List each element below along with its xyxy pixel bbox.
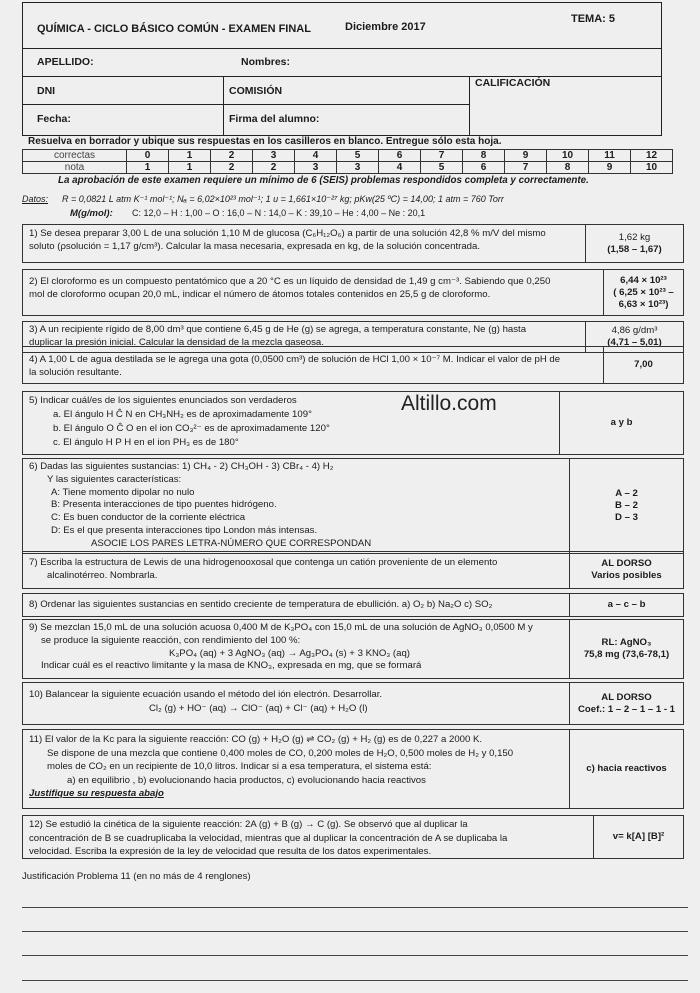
grade-cell: 11: [589, 150, 631, 162]
answer-text: 1,62 kg: [618, 231, 651, 243]
question-text: 4) A 1,00 L de agua destilada se le agrega una gota (0,0500 cm³) de solución de HCl 1,00 × 10⁻⁷ M. Indicar el valor de pH de: [29, 354, 561, 365]
question-text: 5) Indicar cuál/es de los siguientes enunciados son verdaderos: [29, 395, 297, 406]
justification-label: Justificación Problema 11 (en no más de 4 renglones): [22, 871, 251, 882]
datos-line1: R = 0,0821 L atm K⁻¹ mol⁻¹; Nₐ = 6,02×10²³ mol⁻¹; 1 u = 1,661×10⁻²⁷ kg; pKw(25 ºC) = 14,00; 1 atm = 760 Torr: [62, 194, 504, 204]
answer-text: 75,8 mg (73,6-78,1): [583, 649, 670, 660]
answer-text: (1,58 – 1,67): [607, 243, 662, 255]
question-text: concentración de B se cuadruplicaba la velocidad, mientras que al duplicar la concentración de A se duplicaba la: [29, 832, 508, 844]
answer-text: c) hacia reactivos: [586, 763, 667, 774]
firma-field[interactable]: Firma del alumno:: [229, 113, 320, 125]
answer-box[interactable]: [569, 459, 683, 553]
grade-cell: 2: [211, 150, 253, 162]
question-text: la solución resultante.: [29, 366, 122, 378]
question-12: [22, 815, 684, 859]
grade-cell: 4: [379, 162, 421, 174]
question-text: 8) Ordenar las siguientes sustancias en sentido creciente de temperatura de ebullición. a) O₂ b) Na₂O c) SO₂: [29, 599, 493, 610]
answer-text: 4,86 g/dm³: [611, 325, 658, 336]
dni-field[interactable]: DNI: [37, 85, 56, 97]
apellido-field[interactable]: APELLIDO:: [37, 56, 94, 68]
approval-note: La aprobación de este examen requiere un mínimo de 6 (SEIS) problemas respondidos completa y correctamente.: [58, 175, 589, 186]
grade-cell: 4: [295, 150, 337, 162]
question-text: B: Presenta interacciones de tipo puentes hidrógeno.: [51, 499, 277, 511]
justification-line[interactable]: [22, 931, 688, 932]
answer-box[interactable]: [569, 683, 683, 724]
question-text: se produce la siguiente reacción, con rendimiento del 100 %:: [41, 634, 301, 646]
answer-text: 6,44 × 10²³: [620, 274, 667, 286]
question-text: K₃PO₄ (aq) + 3 AgNO₃ (aq) → Ag₃PO₄ (s) + 3 KNO₃ (aq): [169, 647, 410, 659]
grade-cell: 3: [253, 150, 295, 162]
answer-box[interactable]: [603, 270, 683, 315]
answer-text: (4,71 – 5,01): [607, 337, 662, 348]
grade-cell: 1: [169, 150, 211, 162]
answer-box[interactable]: [585, 225, 683, 262]
tema-label: TEMA: 5: [571, 13, 615, 25]
answer-text: Coef.: 1 – 2 – 1 – 1 - 1: [577, 703, 676, 715]
question-text: velocidad. Escriba la expresión de la ley de velocidad que resulta de los datos experimentales.: [29, 846, 432, 857]
question-9: [22, 619, 684, 679]
exam-title: QUÍMICA - CICLO BÁSICO COMÚN - EXAMEN FINAL: [37, 23, 311, 35]
question-2: [22, 269, 684, 316]
justification-line[interactable]: [22, 907, 688, 908]
question-text: Y las siguientes características:: [47, 473, 182, 485]
question-text: moles de CO₂ en un recipiente de 10,0 litros. Indicar si a esa temperatura, el sistema está:: [47, 761, 432, 772]
question-text: C: Es buen conductor de la corriente eléctrica: [51, 512, 246, 524]
answer-box[interactable]: [569, 620, 683, 678]
answer-box[interactable]: [569, 730, 683, 808]
grade-cell: 3: [295, 162, 337, 174]
question-5: [22, 391, 684, 455]
grade-cell: 3: [337, 162, 379, 174]
grade-row-label: correctas: [23, 150, 127, 162]
grade-cell: 10: [547, 150, 589, 162]
grade-cell: 6: [463, 162, 505, 174]
question-text: ASOCIE LOS PARES LETRA-NÚMERO QUE CORRESPONDAN: [91, 537, 372, 549]
answer-box[interactable]: [569, 552, 683, 588]
grade-cell: 0: [127, 150, 169, 162]
question-text: 2) El cloroformo es un compuesto pentatómico que a 20 °C es un líquido de densidad de 1,49 g cm⁻³. Sabiendo que 0,250: [29, 276, 551, 287]
answer-text: v= k[A] [B]²: [612, 831, 665, 842]
grade-cell: 8: [547, 162, 589, 174]
answer-text: AL DORSO: [601, 691, 652, 703]
datos-line2: C: 12,0 – H : 1,00 – O : 16,0 – N : 14,0 – K : 39,10 – He : 4,00 – Ne : 20,1: [132, 208, 426, 218]
answer-text: Varios posibles: [591, 570, 662, 581]
answer-text: a – c – b: [607, 599, 646, 610]
header-box: [22, 2, 662, 136]
datos-mlabel: M(g/mol):: [70, 208, 113, 219]
answer-text: ( 6,25 × 10²³ –: [613, 286, 674, 298]
answer-text: D – 3: [615, 512, 638, 523]
question-text: a) en equilibrio , b) evolucionando hacia productos, c) evolucionando hacia reactivos: [67, 774, 426, 786]
question-text: 12) Se estudió la cinética de la siguiente reacción: 2A (g) + B (g) → C (g). Se observó que al duplicar la: [29, 819, 468, 830]
nombres-field[interactable]: Nombres:: [241, 56, 291, 68]
fecha-field[interactable]: Fecha:: [37, 113, 71, 125]
exam-date: Diciembre 2017: [345, 21, 426, 33]
grade-cell: 10: [631, 162, 673, 174]
answer-text: a y b: [610, 417, 633, 428]
calificacion-field: CALIFICACIÓN: [475, 77, 551, 89]
question-text: 3) A un recipiente rígido de 8,00 dm³ que contiene 6,45 g de He (g) se agrega, a temperatura constante, Ne (g) hasta: [29, 324, 527, 335]
grade-cell: 5: [421, 162, 463, 174]
answer-box[interactable]: [559, 392, 683, 454]
question-text: 9) Se mezclan 15,0 mL de una solución acuosa 0,400 M de K₃PO₄ con 15,0 mL de una solución de AgNO₃ 0,0500 M y: [29, 622, 533, 633]
question-text: c. El ángulo H P H en el ion PH₃ es de 180°: [53, 437, 239, 448]
grade-cell: 8: [463, 150, 505, 162]
question-10: [22, 682, 684, 725]
grade-row-nota: [23, 162, 673, 174]
question-text: mol de cloroformo ocupan 20,0 mL, indicar el número de átomos totales contenidos en 25,5 g de cloroformo.: [29, 288, 491, 300]
question-text: alcalinotérreo. Nombrarla.: [47, 569, 158, 581]
grade-cell: 9: [589, 162, 631, 174]
question-6: [22, 458, 684, 554]
answer-box[interactable]: [569, 594, 683, 616]
grade-cell: 6: [379, 150, 421, 162]
question-text: D: Es el que presenta interacciones tipo London más intensas.: [51, 524, 318, 536]
answer-text: AL DORSO: [601, 558, 652, 569]
answer-text: A – 2: [615, 488, 638, 499]
grade-table: [22, 149, 673, 174]
comision-field[interactable]: COMISIÓN: [229, 85, 283, 97]
question-text: 10) Balancear la siguiente ecuación usando el método del ión electrón. Desarrollar.: [29, 689, 383, 700]
instructions: Resuelva en borrador y ubique sus respuestas en los casilleros en blanco. Entregue sólo esta hoja.: [28, 136, 502, 147]
question-8: [22, 593, 684, 617]
question-text: Justifique su respuesta abajo: [29, 788, 164, 799]
question-7: [22, 551, 684, 589]
watermark: Altillo.com: [401, 392, 497, 415]
answer-text: B – 2: [615, 500, 638, 511]
question-text: 6) Dadas las siguientes sustancias: 1) CH₄ - 2) CH₃OH - 3) CBr₄ - 4) H₂: [29, 461, 334, 472]
question-text: duplicar la presión inicial. Calcular la densidad de la mezcla gaseosa.: [29, 336, 324, 348]
grade-cell: 1: [127, 162, 169, 174]
answer-text: RL: AgNO₃: [601, 637, 652, 648]
grade-cell: 12: [631, 150, 673, 162]
question-11: [22, 729, 684, 809]
question-text: 7) Escriba la estructura de Lewis de una hidrogenooxosal que contenga un catión proveniente de un elemento: [29, 557, 498, 568]
question-4: [22, 346, 684, 384]
grade-cell: 5: [337, 150, 379, 162]
question-1: [22, 224, 684, 263]
question-text: Indicar cuál es el reactivo limitante y la masa de KNO₃, expresada en mg, que se formará: [41, 660, 422, 672]
question-text: b. El ángulo O Ĉ O en el ion CO₃²⁻ es de aproximadamente 120°: [53, 423, 330, 434]
datos-label: Datos:: [22, 194, 49, 204]
answer-text: 6,63 × 10²³): [618, 298, 669, 310]
answer-text: 7,00: [634, 359, 653, 370]
question-text: 1) Se desea preparar 3,00 L de una solución 1,10 M de glucosa (C₆H₁₂O₆) a partir de una solución 42,8 % m/V del mismo: [29, 228, 546, 239]
grade-cell: 1: [169, 162, 211, 174]
grade-cell: 7: [505, 162, 547, 174]
grade-row-correctas: [23, 150, 673, 162]
answer-box[interactable]: [593, 816, 683, 858]
grade-cell: 2: [211, 162, 253, 174]
question-text: Cl₂ (g) + HO⁻ (aq) → ClO⁻ (aq) + Cl⁻ (aq) + H₂O (l): [149, 703, 368, 714]
question-text: a. El ángulo H Ĉ N en CH₃NH₂ es de aproximadamente 109°: [53, 409, 312, 420]
justification-line[interactable]: [22, 980, 688, 981]
grade-cell: 9: [505, 150, 547, 162]
grade-cell: 7: [421, 150, 463, 162]
grade-row-label: nota: [23, 162, 127, 174]
question-text: Se dispone de una mezcla que contiene 0,400 moles de CO, 0,200 moles de H₂O, 0,500 moles de H₂ y 0,150: [47, 747, 514, 759]
grade-cell: 2: [253, 162, 295, 174]
question-text: 11) El valor de la Kc para la siguiente reacción: CO (g) + H₂O (g) ⇌ CO₂ (g) + H₂ (g) es de 0,227 a 2000 K.: [29, 734, 483, 745]
question-text: soluto (ρsolución = 1,17 g/cm³). Calcular la masa necesaria, expresada en kg, de la solución concentrada.: [29, 240, 481, 252]
answer-box[interactable]: [603, 347, 683, 383]
question-text: A: Tiene momento dipolar no nulo: [51, 486, 195, 498]
justification-line[interactable]: [22, 955, 688, 956]
